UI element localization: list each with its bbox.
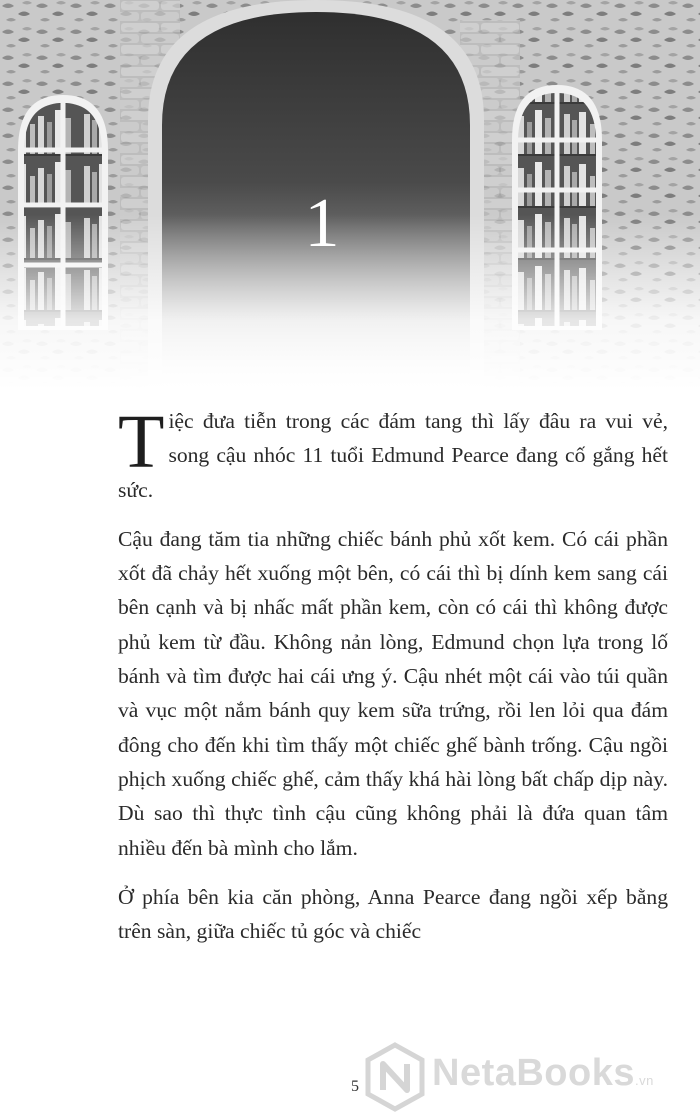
netabooks-watermark: [362, 1040, 698, 1115]
watermark-suffix: .vn: [635, 1073, 654, 1088]
paragraph-3: Ở phía bên kia căn phòng, Anna Pearce đang ngồi xếp bằng trên sàn, giữa chiếc tủ góc và chiếc: [118, 884, 668, 944]
paragraph-1-text: iệc đưa tiễn trong các đám tang thì lấy đâu ra vui vẻ, song cậu nhóc 11 tuổi Edmund Pearce đang cố gắng hết sức.: [118, 409, 668, 502]
netabooks-logo-icon: [364, 1042, 426, 1112]
chapter-header-illustration: [0, 0, 700, 390]
page-number: 5: [351, 1078, 359, 1095]
paragraph-1: [118, 400, 668, 507]
drop-cap: T: [118, 400, 165, 484]
paragraph-2: Cậu đang tăm tia những chiếc bánh phủ xốt kem. Có cái phần xốt đã chảy hết xuống một bên, có cái thì bị dính kem sang cái bên cạnh và bị nhấc mất phần kem, còn có cái thì không được phủ kem từ đầu. Không nản lòng, Edmund chọn lựa trong lố bánh và tìm được hai cái ưng ý. Cậu nhét một cái vào túi quần và vục một nắm bánh quy kem sữa trứng, rồi len lỏi qua đám đông cho đến khi tìm thấy một chiếc ghế bành trống. Cậu ngồi phịch xuống chiếc ghế, cảm thấy khá hài lòng bất chấp dịp này. Dù sao thì thực tình cậu cũng không phải là đứa quan tâm nhiều đến bà mình cho lắm.: [118, 526, 668, 860]
chapter-text: [118, 400, 668, 948]
chapter-number: 1: [304, 185, 340, 262]
watermark-brand: NetaBooks: [432, 1052, 635, 1094]
watermark-text: [432, 1052, 654, 1095]
